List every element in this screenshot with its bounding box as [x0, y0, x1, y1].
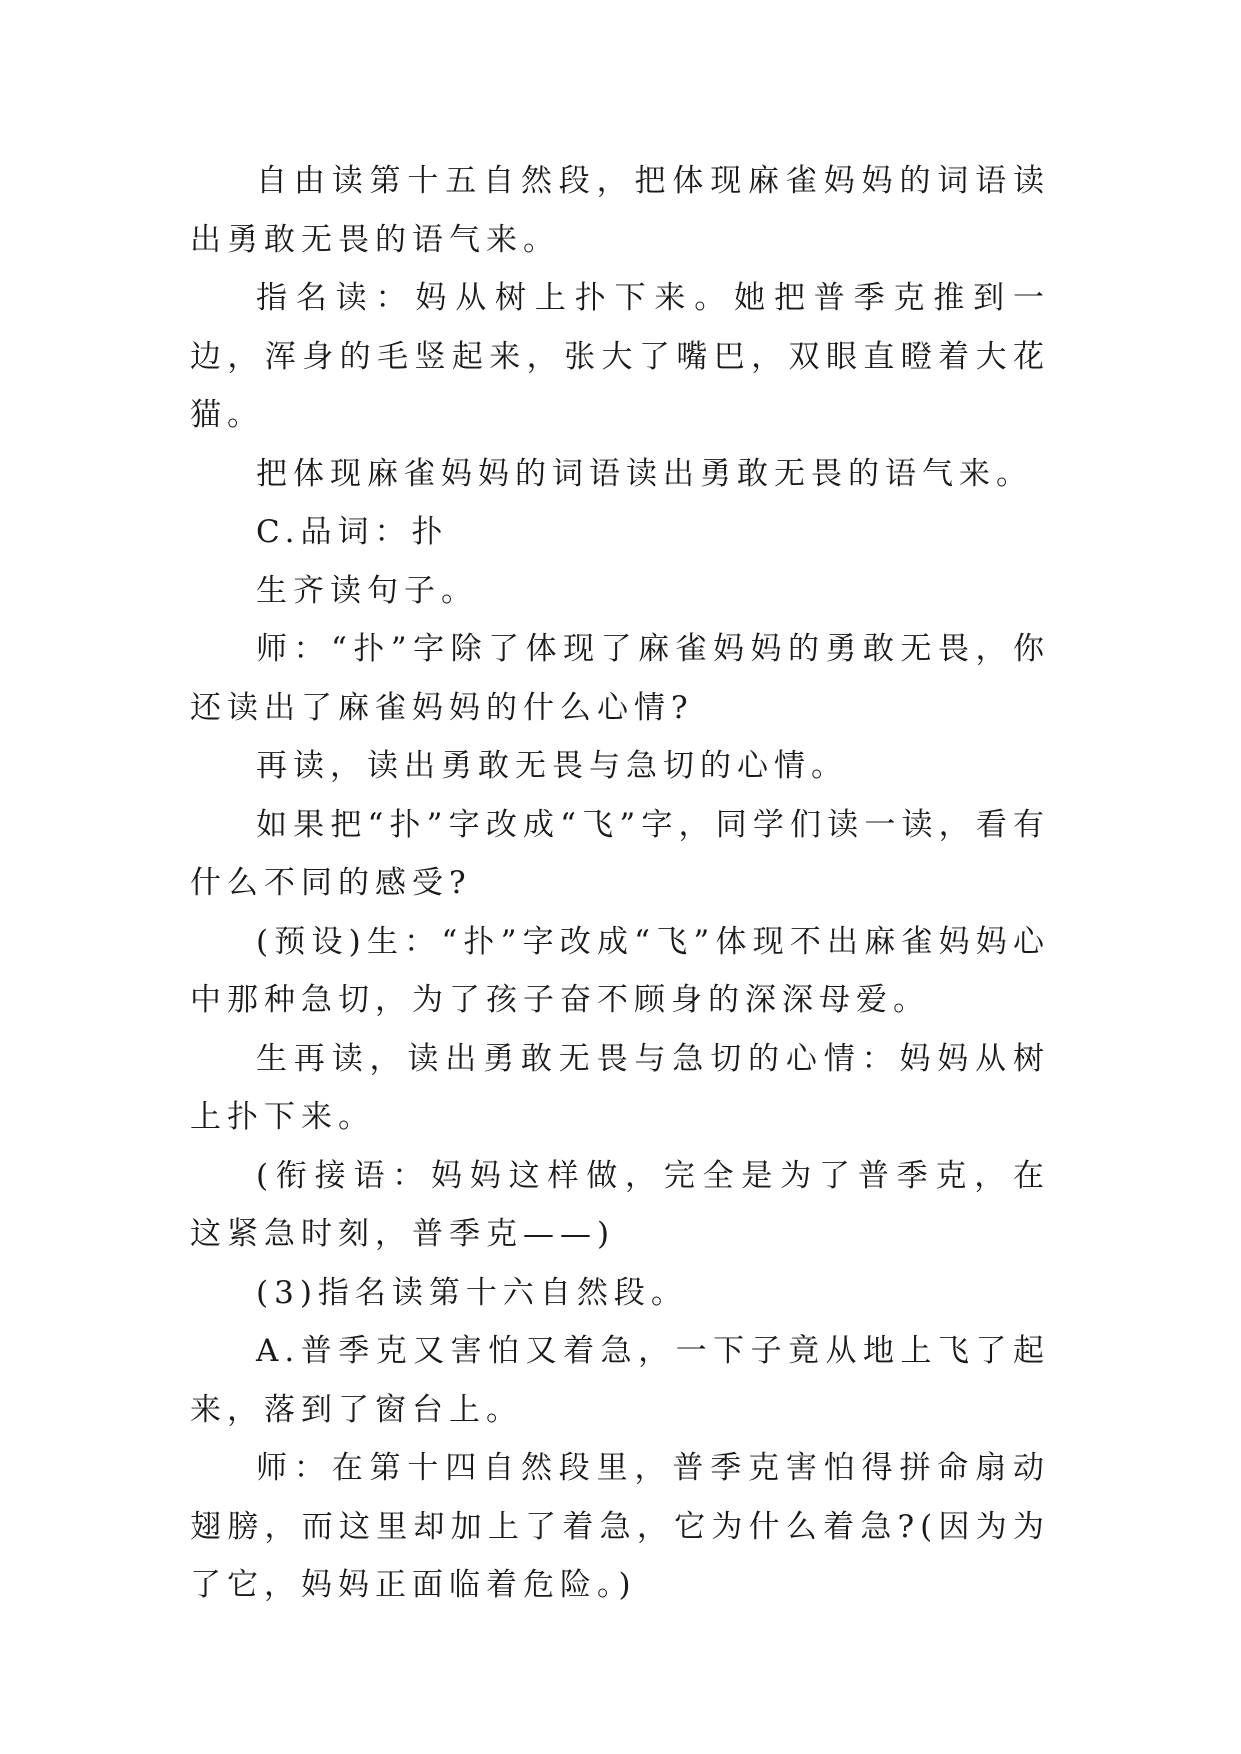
paragraph: 生再读，读出勇敢无畏与急切的心情：妈妈从树上扑下来。 — [190, 1040, 1050, 1135]
paragraph: 再读，读出勇敢无畏与急切的心情。 — [256, 748, 848, 784]
paragraph: 生齐读句子。 — [256, 572, 478, 609]
paragraph: C.品词：扑 — [256, 514, 449, 550]
paragraph: (衔接语：妈妈这样做，完全是为了普季克，在这紧急时刻，普季克——) — [190, 1157, 1050, 1252]
paragraph: 把体现麻雀妈妈的词语读出勇敢无畏的语气来。 — [256, 455, 1033, 492]
paragraph: 指名读：妈从树上扑下来。她把普季克推到一边，浑身的毛竖起来，张大了嘴巴，双眼直瞪着大花猫。 — [190, 280, 1050, 433]
paragraph: (预设)生：“扑”字改成“飞”体现不出麻雀妈妈心中那种急切，为了孩子奋不顾身的深深母爱。 — [190, 923, 1050, 1018]
paragraph: 师：“扑”字除了体现了麻雀妈妈的勇敢无畏，你还读出了麻雀妈妈的什么心情? — [190, 631, 1050, 726]
paragraph: (3)指名读第十六自然段。 — [256, 1274, 688, 1311]
paragraph: 师：在第十四自然段里，普季克害怕得拼命扇动翅膀，而这里却加上了着急，它为什么着急?(因为为了它，妈妈正面临着危险。) — [190, 1450, 1050, 1603]
paragraph: A.普季克又害怕又着急，一下子竟从地上飞了起来，落到了窗台上。 — [190, 1333, 1050, 1428]
document-body — [190, 152, 1050, 1615]
paragraph: 如果把“扑”字改成“飞”字，同学们读一读，看有什么不同的感受? — [190, 806, 1050, 901]
paragraph: 自由读第十五自然段，把体现麻雀妈妈的词语读出勇敢无畏的语气来。 — [190, 163, 1050, 258]
